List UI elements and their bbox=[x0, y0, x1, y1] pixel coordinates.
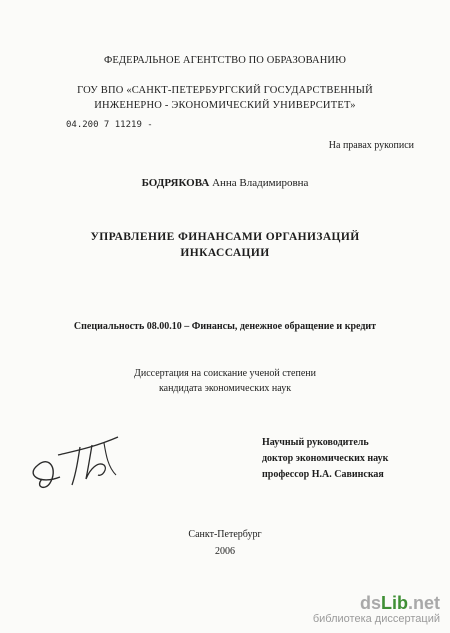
institution-line-1: ГОУ ВПО «САНКТ-ПЕТЕРБУРГСКИЙ ГОСУДАРСТВЕННЫЙ bbox=[77, 85, 373, 96]
author-surname: БОДРЯКОВА bbox=[141, 177, 210, 189]
manuscript-rights-note: На правах рукописи bbox=[328, 140, 414, 151]
author-given-name: Анна Владимировна bbox=[212, 177, 309, 189]
degree-line-1: Диссертация на соискание ученой степени bbox=[134, 368, 316, 379]
handwritten-signature bbox=[20, 425, 150, 495]
dissertation-title-line-2: ИНКАССАЦИИ bbox=[180, 247, 270, 259]
degree-line-2: кандидата экономических наук bbox=[158, 383, 292, 394]
dslib-logo: dsLib.net bbox=[359, 593, 440, 613]
supervisor-degree: доктор экономических наук bbox=[262, 453, 389, 464]
watermark-subtitle: библиотека диссертаций bbox=[312, 613, 440, 625]
agency-heading: ФЕДЕРАЛЬНОЕ АГЕНТСТВО ПО ОБРАЗОВАНИЮ bbox=[104, 55, 346, 66]
dissertation-title-line-1: УПРАВЛЕНИЕ ФИНАНСАМИ ОРГАНИЗАЦИЙ bbox=[90, 231, 360, 243]
specialty-text: Специальность 08.00.10 – Финансы, денежное обращение и кредит bbox=[73, 321, 377, 332]
institution-line-2: ИНЖЕНЕРНО - ЭКОНОМИЧЕСКИЙ УНИВЕРСИТЕТ» bbox=[94, 100, 356, 111]
year: 2006 bbox=[215, 546, 235, 557]
dslib-watermark bbox=[313, 594, 440, 625]
stamp-number: 04.200 7 11219 - bbox=[66, 120, 153, 130]
author-name bbox=[0, 177, 450, 189]
city: Санкт-Петербург bbox=[188, 529, 262, 540]
supervisor-label: Научный руководитель bbox=[262, 437, 369, 448]
supervisor-name: профессор Н.А. Савинская bbox=[262, 469, 384, 480]
specialty-line bbox=[0, 321, 450, 332]
